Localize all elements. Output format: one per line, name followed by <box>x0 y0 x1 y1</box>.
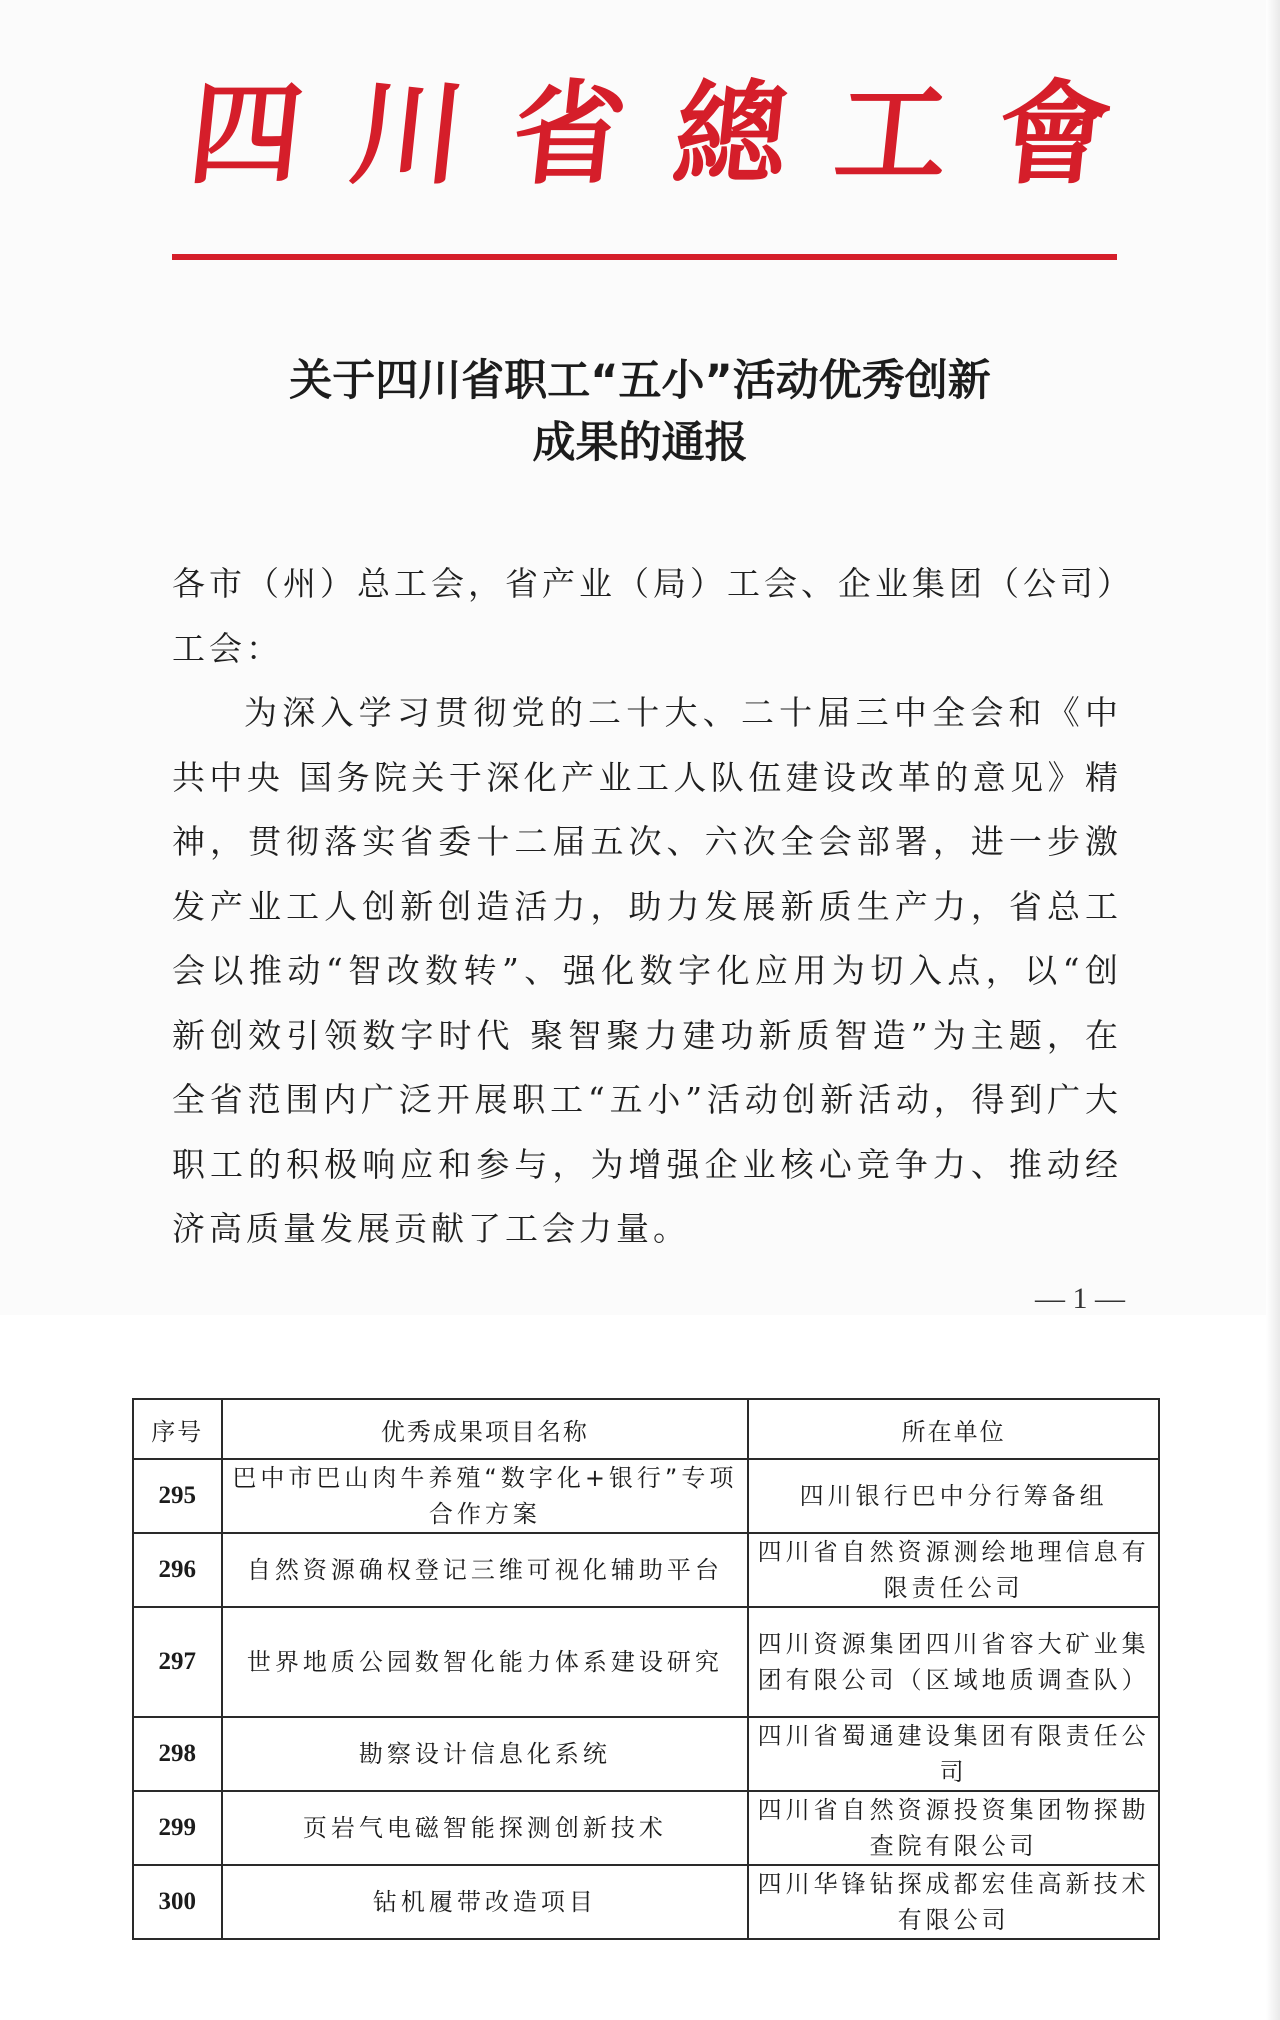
table-row <box>133 1607 1159 1717</box>
row-seq: 299 <box>133 1791 222 1865</box>
letterhead-divider <box>172 254 1117 260</box>
row-unit: 四川省自然资源投资集团物探勘查院有限公司 <box>748 1791 1159 1865</box>
letterhead-char: 四 <box>183 69 309 200</box>
header-name: 优秀成果项目名称 <box>222 1399 749 1459</box>
header-seq: 序号 <box>133 1399 222 1459</box>
row-unit: 四川银行巴中分行筹备组 <box>748 1459 1159 1533</box>
letterhead-char: 川 <box>344 69 471 200</box>
row-seq: 297 <box>133 1607 222 1717</box>
row-unit: 四川资源集团四川省容大矿业集团有限公司（区域地质调查队） <box>748 1607 1159 1717</box>
header-unit: 所在单位 <box>748 1399 1159 1459</box>
row-name: 自然资源确权登记三维可视化辅助平台 <box>222 1533 749 1607</box>
row-name: 勘察设计信息化系统 <box>222 1717 749 1791</box>
table-row <box>133 1533 1159 1607</box>
body-paragraph: 为深入学习贯彻党的二十大、二十届三中全会和《中共中央 国务院关于深化产业工人队伍建设改革的意见》精神，贯彻落实省委十二届五次、六次全会部署，进一步激发产业工人创新创造活力，助力发展新质生产力，省总工会以推动“智改数转”、强化数字化应用为切入点，以“创新创效引领数字时代 聚智聚力建功新质智造”为主题，在全省范围内广泛开展职工“五小”活动创新活动，得到广大职工的积极响应和参与，为增强企业核心竞争力、推动经济高质量发展贡献了工会力量。 <box>172 693 1122 1248</box>
salutation-line-1: 各市（州）总工会，省产业（局）工会、企业集团（公司） <box>172 564 1134 603</box>
results-table <box>132 1398 1160 1940</box>
page-gap <box>0 1315 1280 1350</box>
letterhead-char: 總 <box>667 69 794 200</box>
title-line-2: 成果的通报 <box>532 418 748 468</box>
title-line-1: 关于四川省职工“五小”活动优秀创新 <box>289 356 991 406</box>
letterhead-title <box>183 60 1117 210</box>
page-number: — 1 — <box>1035 1282 1125 1315</box>
row-unit: 四川省自然资源测绘地理信息有限责任公司 <box>748 1533 1159 1607</box>
table-row <box>133 1865 1159 1939</box>
document-title <box>170 350 1110 474</box>
table-row <box>133 1791 1159 1865</box>
letterhead-char: 省 <box>506 69 633 200</box>
page-edge-shadow <box>1266 0 1280 2020</box>
table-row <box>133 1717 1159 1791</box>
row-name: 页岩气电磁智能探测创新技术 <box>222 1791 749 1865</box>
row-seq: 298 <box>133 1717 222 1791</box>
salutation-line-2: 工会： <box>172 628 283 668</box>
letterhead-char: 會 <box>991 69 1117 200</box>
row-name: 巴中市巴山肉牛养殖“数字化+银行”专项合作方案 <box>222 1459 749 1533</box>
row-unit: 四川省蜀通建设集团有限责任公司 <box>748 1717 1159 1791</box>
row-seq: 300 <box>133 1865 222 1939</box>
row-name: 钻机履带改造项目 <box>222 1865 749 1939</box>
letterhead-char: 工 <box>829 69 956 200</box>
row-seq: 295 <box>133 1459 222 1533</box>
table-row <box>133 1459 1159 1533</box>
table-header-row <box>133 1399 1159 1459</box>
document-body <box>172 552 1134 1262</box>
row-unit: 四川华锋钻探成都宏佳高新技术有限公司 <box>748 1865 1159 1939</box>
row-name: 世界地质公园数智化能力体系建设研究 <box>222 1607 749 1717</box>
row-seq: 296 <box>133 1533 222 1607</box>
